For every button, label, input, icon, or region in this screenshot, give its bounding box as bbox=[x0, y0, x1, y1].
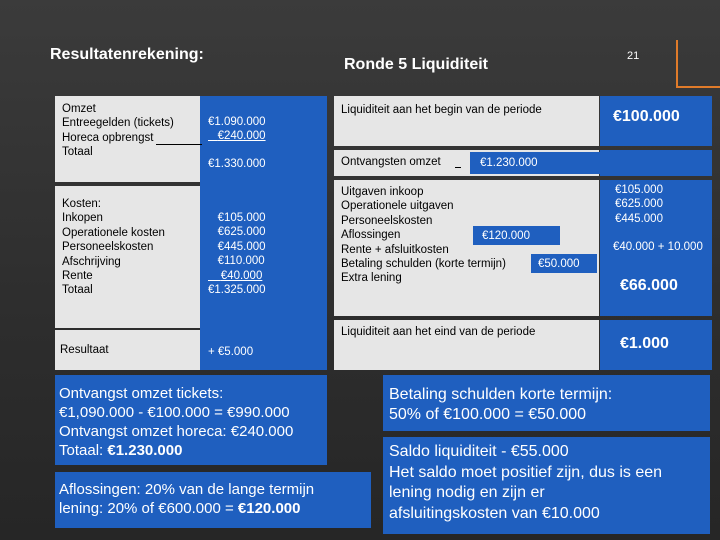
cost-value bbox=[208, 269, 266, 283]
note-total-value: €1.230.000 bbox=[107, 442, 183, 459]
note-line bbox=[59, 499, 314, 518]
liquidity-begin-label: Liquiditeit aan het begin van de periode bbox=[341, 104, 542, 116]
saldo-note bbox=[389, 442, 662, 524]
cost-label: Inkopen bbox=[62, 212, 103, 225]
page-title: Resultatenrekening: bbox=[50, 46, 204, 63]
right-expense-value: €445.000 bbox=[615, 212, 663, 225]
decor-line bbox=[676, 40, 678, 88]
cost-label: Operationele kosten bbox=[62, 226, 165, 239]
result-label: Resultaat bbox=[60, 344, 109, 356]
cost-label: Afschrijving bbox=[62, 255, 121, 268]
cost-label: Totaal bbox=[62, 284, 93, 297]
revenue-label: Entreegelden (tickets) bbox=[62, 117, 174, 130]
note-line: lening nodig en zijn er bbox=[389, 484, 545, 501]
note-line: Het saldo moet positief zijn, dus is een bbox=[389, 463, 663, 481]
expense-label: Aflossingen bbox=[341, 229, 401, 242]
cost-values bbox=[208, 211, 266, 297]
cost-value bbox=[208, 225, 266, 239]
cost-labels bbox=[62, 197, 165, 298]
note-line: Aflossingen: 20% van de lange termijn bbox=[59, 481, 315, 498]
note-line: Saldo liquiditeit - €55.000 bbox=[389, 443, 569, 460]
horeca-revenue-text: €240.000 bbox=[217, 130, 266, 142]
interest-value: €40.000 + 10.000 bbox=[613, 241, 703, 253]
section-title: Ronde 5 Liquiditeit bbox=[344, 56, 488, 73]
loan-value: €66.000 bbox=[620, 277, 678, 294]
receipts-dash bbox=[455, 167, 461, 168]
liquidity-begin-value: €100.000 bbox=[613, 108, 680, 125]
liquidity-end-label: Liquiditeit aan het eind van de periode bbox=[341, 326, 536, 338]
sum-line bbox=[156, 144, 202, 145]
short-debt-value: €50.000 bbox=[538, 258, 580, 270]
page-number: 21 bbox=[627, 50, 640, 62]
note-line bbox=[59, 441, 293, 460]
cost-value: €1.325.000 bbox=[208, 284, 266, 297]
expense-label: Operationele uitgaven bbox=[341, 200, 454, 213]
expense-label: Rente + afsluitkosten bbox=[341, 243, 449, 256]
note-repay-prefix: lening: 20% of €600.000 = bbox=[59, 500, 238, 517]
note-line: €1,090.000 - €100.000 = €990.000 bbox=[59, 404, 290, 421]
repayment-value: €120.000 bbox=[482, 230, 530, 242]
cost-value-text: €40.000 bbox=[220, 269, 263, 282]
expense-label: Betaling schulden (korte termijn) bbox=[341, 258, 506, 271]
debt-note bbox=[389, 385, 612, 425]
note-line: Ontvangst omzet horeca: €240.000 bbox=[59, 423, 294, 440]
expense-label: Uitgaven inkoop bbox=[341, 186, 424, 198]
repayment-note bbox=[59, 480, 314, 518]
note-line: 50% of €100.000 = €50.000 bbox=[389, 406, 587, 423]
cost-value-text: €105.000 bbox=[217, 212, 266, 224]
note-repay-value: €120.000 bbox=[237, 500, 301, 517]
cost-value-text: €445.000 bbox=[217, 240, 266, 253]
total-revenue-value: €1.330.000 bbox=[208, 158, 266, 170]
receipts-spacer-box bbox=[600, 150, 712, 176]
revenue-label: Totaal bbox=[62, 146, 93, 159]
revenue-label: Horeca opbrengst bbox=[62, 131, 154, 144]
right-expense-value: €105.000 bbox=[615, 184, 663, 196]
revenue-label: Omzet bbox=[62, 103, 96, 115]
right-expense-values bbox=[615, 183, 663, 226]
ticket-revenue-value: €1.090.000 bbox=[208, 116, 266, 128]
cost-value bbox=[208, 211, 266, 225]
decor-line bbox=[676, 86, 720, 88]
note-line: afsluitingskosten van €10.000 bbox=[389, 504, 600, 522]
receipts-note bbox=[59, 384, 293, 460]
result-value: + €5.000 bbox=[208, 346, 254, 358]
cost-value bbox=[208, 254, 266, 268]
expense-label: Extra lening bbox=[341, 272, 402, 285]
cost-label: Personeelskosten bbox=[62, 241, 154, 254]
cost-label: Kosten: bbox=[62, 198, 101, 210]
liquidity-end-value: €1.000 bbox=[620, 335, 669, 352]
receipts-label: Ontvangsten omzet bbox=[341, 156, 441, 168]
cost-value bbox=[208, 240, 266, 254]
receipts-value: €1.230.000 bbox=[480, 157, 538, 169]
expense-label: Personeelskosten bbox=[341, 214, 433, 227]
horeca-revenue-value bbox=[208, 129, 266, 143]
note-total-prefix: Totaal: bbox=[59, 442, 108, 459]
revenue-labels bbox=[62, 102, 174, 160]
cost-value-text: €110.000 bbox=[217, 255, 265, 268]
note-line: Ontvangst omzet tickets: bbox=[59, 385, 224, 402]
note-line: Betaling schulden korte termijn: bbox=[389, 386, 613, 403]
cost-value-text: €625.000 bbox=[217, 226, 266, 239]
cost-label: Rente bbox=[62, 270, 93, 283]
right-expense-value: €625.000 bbox=[615, 198, 663, 211]
